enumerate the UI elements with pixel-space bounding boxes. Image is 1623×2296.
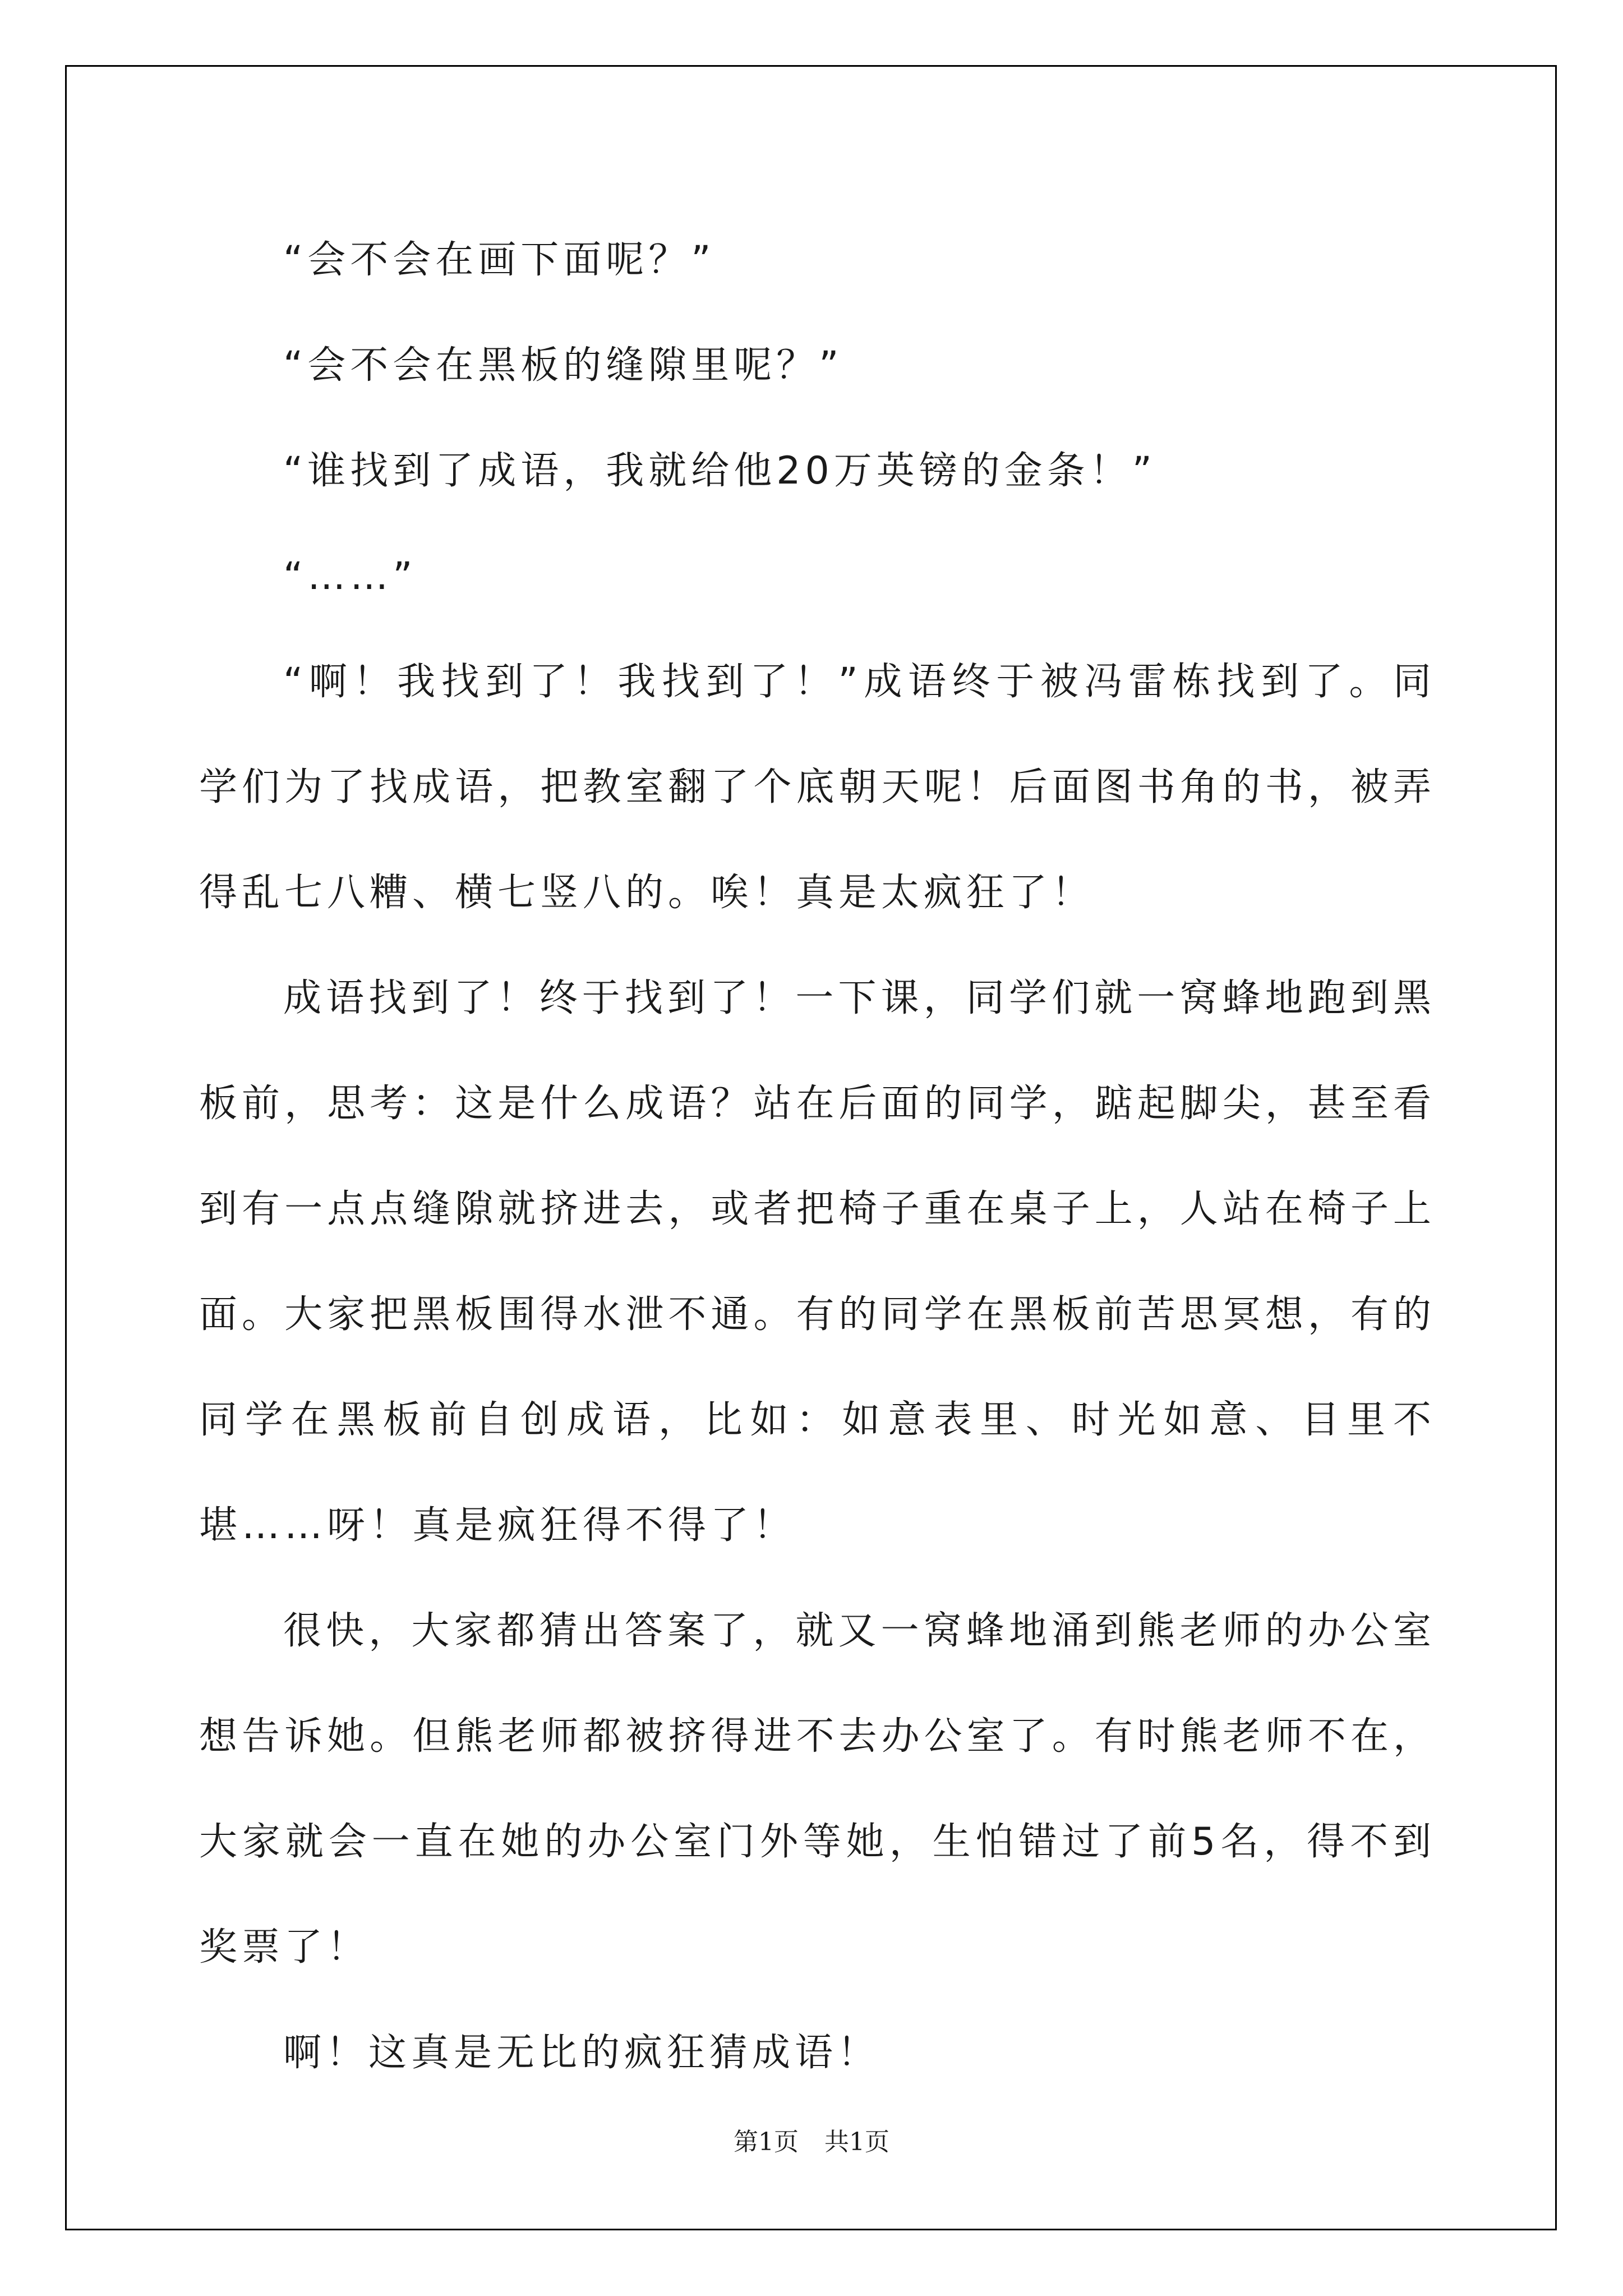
document-body bbox=[199, 208, 1436, 2106]
page-footer bbox=[0, 2122, 1623, 2157]
paragraph: “会不会在画下面呢？” bbox=[283, 238, 716, 282]
paragraph: 啊！这真是无比的疯狂猜成语！ bbox=[283, 2031, 880, 2075]
paragraph: “啊！我找到了！我找到了！”成语终于被冯雷栋找到了。同学们为了找成语，把教室翻了个底朝天呢！后面图书角的书，被弄得乱七八糟、横七竖八的。唉！真是太疯狂了！ bbox=[199, 660, 1436, 915]
paragraph: “……” bbox=[283, 554, 417, 599]
paragraph: 成语找到了！终于找到了！一下课，同学们就一窝蜂地跑到黑板前，思考：这是什么成语？站在后面的同学，踮起脚尖，甚至看到有一点点缝隙就挤进去，或者把椅子重在桌子上，人站在椅子上面。大家把黑板围得水泄不通。有的同学在黑板前苦思冥想，有的同学在黑板前自创成语，比如：如意表里、时光如意、目里不堪……呀！真是疯狂得不得了！ bbox=[199, 976, 1436, 1548]
paragraph: 很快，大家都猜出答案了，就又一窝蜂地涌到熊老师的办公室想告诉她。但熊老师都被挤得进不去办公室了。有时熊老师不在，大家就会一直在她的办公室门外等她，生怕错过了前5名，得不到奖票了！ bbox=[199, 1609, 1436, 1970]
page-total: 共1页 bbox=[824, 2128, 889, 2156]
paragraph: “会不会在黑板的缝隙里呢？” bbox=[283, 343, 843, 388]
page-number: 第1页 bbox=[734, 2128, 799, 2156]
paragraph: “谁找到了成语，我就给他20万英镑的金条！” bbox=[283, 449, 1156, 493]
